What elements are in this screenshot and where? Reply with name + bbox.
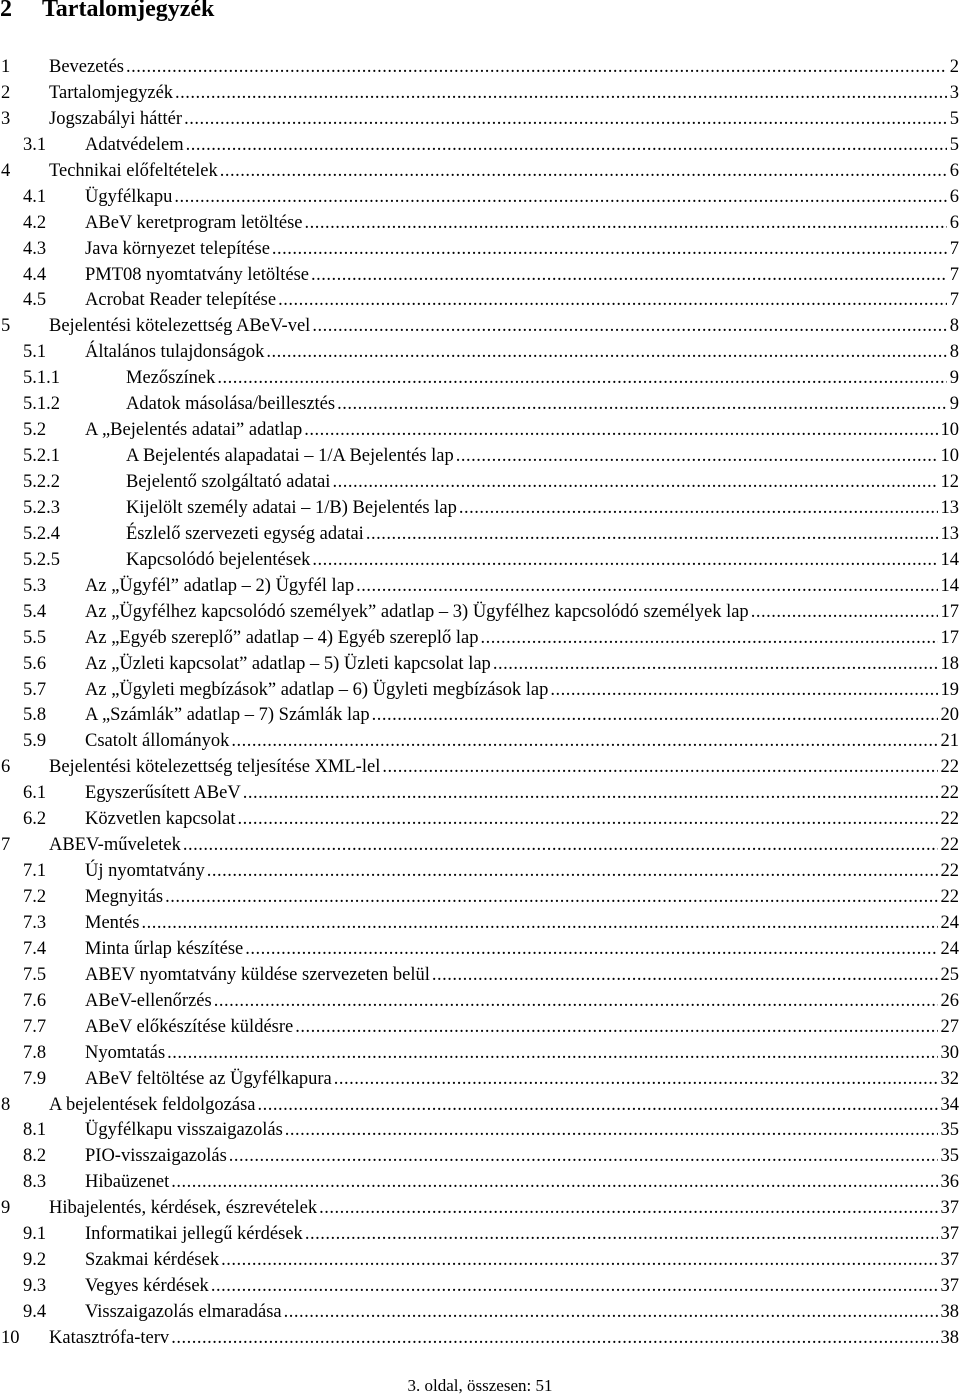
toc-entry-title[interactable]: Bejelentési kötelezettség ABeV-vel xyxy=(49,316,311,337)
toc-entry-title[interactable]: PIO-visszaigazolás xyxy=(85,1146,227,1167)
toc-entry-number: 7.2 xyxy=(23,887,47,907)
toc-entry[interactable] xyxy=(0,652,960,678)
toc-entry-title[interactable]: Új nyomtatvány xyxy=(85,861,205,882)
toc-entry-number: 4.3 xyxy=(23,238,47,259)
dot-leader xyxy=(126,55,947,81)
toc-entry-title[interactable]: Megnyitás xyxy=(85,887,164,907)
toc-entry[interactable] xyxy=(0,703,960,729)
page-footer: 3. oldal, összesen: 51 xyxy=(407,1376,553,1395)
toc-entry-number: 7.5 xyxy=(23,964,47,985)
toc-entry-number: 5.6 xyxy=(23,653,47,674)
toc-entry[interactable] xyxy=(0,392,960,418)
dot-leader xyxy=(258,1093,938,1119)
toc-entry-title[interactable]: Informatikai jellegű kérdések xyxy=(85,1224,303,1245)
toc-entry-number: 5.2 xyxy=(23,420,47,441)
toc-entry[interactable] xyxy=(0,185,960,211)
toc-entry-number: 9 xyxy=(1,1198,11,1219)
toc-entry-page[interactable]: 6 xyxy=(949,212,959,233)
toc-entry-page[interactable]: 7 xyxy=(949,238,959,259)
toc-entry-number: 8.1 xyxy=(23,1120,47,1141)
dot-leader xyxy=(285,1118,938,1144)
toc-entry-number: 7.4 xyxy=(23,938,47,959)
toc-entry[interactable] xyxy=(0,133,960,159)
toc-entry-page[interactable]: 35 xyxy=(940,1146,959,1167)
toc-entry-page[interactable]: 5 xyxy=(949,108,959,129)
toc-entry[interactable] xyxy=(0,522,960,548)
toc-entry-number: 9.3 xyxy=(23,1276,47,1297)
toc-entry-number: 5.9 xyxy=(23,731,47,752)
toc-entry[interactable] xyxy=(0,444,960,470)
toc-entry-number: 8 xyxy=(1,1094,11,1115)
toc-entry-title[interactable]: Egyszerűsített ABeV xyxy=(85,783,241,804)
toc-entry-number: 5.2.3 xyxy=(23,497,60,518)
toc-entry-page[interactable]: 35 xyxy=(940,1120,959,1141)
toc-entry-page[interactable]: 37 xyxy=(940,1250,959,1271)
toc-entry-page[interactable]: 8 xyxy=(949,342,959,363)
toc-entry-title[interactable]: Minta űrlap készítése xyxy=(85,938,244,959)
toc-entry-title[interactable]: Általános tulajdonságok xyxy=(85,342,265,363)
dot-leader xyxy=(211,1274,938,1300)
toc-entry-page[interactable]: 5 xyxy=(949,134,959,155)
toc-entry[interactable] xyxy=(0,107,960,133)
toc-entry-title[interactable]: Ügyfélkapu visszaigazolás xyxy=(85,1120,283,1141)
dot-leader xyxy=(382,755,937,781)
toc-entry[interactable] xyxy=(0,833,960,859)
toc-entry[interactable] xyxy=(0,548,960,574)
dot-leader xyxy=(312,314,946,340)
toc-entry-number: 3.1 xyxy=(23,134,47,155)
toc-entry-number: 5.2.5 xyxy=(23,549,60,570)
toc-entry-title[interactable]: Az „Ügyfél” adatlap – 2) Ügyfél lap xyxy=(85,575,355,596)
toc-entry[interactable] xyxy=(0,729,960,755)
toc-entry-page[interactable]: 22 xyxy=(940,757,959,778)
toc-entry-title[interactable]: Java környezet telepítése xyxy=(85,238,270,259)
toc-entry-page[interactable]: 3 xyxy=(949,82,959,103)
toc-entry-title[interactable]: Közvetlen kapcsolat xyxy=(85,809,236,830)
dot-leader xyxy=(334,1067,938,1093)
toc-entry[interactable] xyxy=(0,1326,960,1352)
dot-leader xyxy=(311,263,947,289)
dot-leader xyxy=(220,159,947,185)
dot-leader xyxy=(366,522,938,548)
toc-entry[interactable] xyxy=(0,1118,960,1144)
toc-entry-title[interactable]: Jogszabályi háttér xyxy=(49,108,183,129)
toc-entry-number: 6 xyxy=(1,757,11,778)
toc-entry-page[interactable]: 2 xyxy=(949,57,959,77)
toc-entry-page[interactable]: 6 xyxy=(949,160,959,181)
toc-entry[interactable] xyxy=(0,626,960,652)
dot-leader xyxy=(372,703,938,729)
toc-entry-page[interactable]: 36 xyxy=(940,1172,959,1193)
toc-entry-page[interactable]: 19 xyxy=(940,679,959,700)
toc-entry-number: 7 xyxy=(1,835,11,856)
toc-entry-title[interactable]: Hibajelentés, kérdések, észrevételek xyxy=(49,1198,318,1219)
toc-entry-page[interactable]: 10 xyxy=(940,420,959,441)
toc-entry-title[interactable]: Technikai előfeltételek xyxy=(49,160,218,181)
toc-entry-page[interactable]: 13 xyxy=(940,497,959,518)
toc-entry-number: 5.5 xyxy=(23,627,47,648)
toc-entry-number: 9.4 xyxy=(23,1302,47,1322)
toc-entry[interactable] xyxy=(0,1144,960,1170)
toc-entry-number: 8.3 xyxy=(23,1172,47,1193)
dot-leader xyxy=(167,1041,937,1067)
toc-entry-title[interactable]: ABeV keretprogram letöltése xyxy=(85,212,303,233)
toc-entry-number: 1 xyxy=(1,57,11,77)
toc-entry[interactable] xyxy=(0,1274,960,1300)
toc-entry-title[interactable]: Mentés xyxy=(85,912,140,933)
toc-entry-title[interactable]: Az „Üzleti kapcsolat” adatlap – 5) Üzleti kapcsolat lap xyxy=(85,653,491,674)
toc-entry-page[interactable]: 7 xyxy=(949,264,959,285)
toc-entry[interactable] xyxy=(0,1093,960,1119)
toc-entry-number: 7.9 xyxy=(23,1068,47,1089)
toc-entry-title[interactable]: Vegyes kérdések xyxy=(85,1276,209,1297)
dot-leader xyxy=(184,107,947,133)
toc-entry-title[interactable]: Észlelő szervezeti egység adatai xyxy=(126,523,364,544)
dot-leader xyxy=(456,444,938,470)
toc-entry-page[interactable]: 38 xyxy=(940,1327,959,1348)
toc-entry-page[interactable]: 10 xyxy=(940,446,959,467)
dot-leader xyxy=(284,1300,938,1326)
toc-entry[interactable] xyxy=(0,1041,960,1067)
toc-entry-number: 7.7 xyxy=(23,1016,47,1037)
heading-title: Tartalomjegyzék xyxy=(42,0,215,22)
toc-entry-title[interactable]: Bejelentési kötelezettség teljesítése XML-lel xyxy=(49,757,381,778)
toc-entry-number: 2 xyxy=(1,82,11,103)
dot-leader xyxy=(207,859,938,885)
toc-entry-title[interactable]: ABeV feltöltése az Ügyfélkapura xyxy=(85,1068,332,1089)
toc-entry-number: 7.3 xyxy=(23,912,47,933)
toc-entry-number: 4 xyxy=(1,160,11,181)
dot-leader xyxy=(319,1196,937,1222)
toc-entry[interactable] xyxy=(0,81,960,107)
dot-leader xyxy=(304,211,946,237)
toc-entry-page[interactable]: 22 xyxy=(940,835,959,856)
toc-entry-number: 4.5 xyxy=(23,290,47,311)
toc-entry[interactable] xyxy=(0,859,960,885)
toc-entry-page[interactable]: 38 xyxy=(940,1302,959,1322)
toc-entry-title[interactable]: Mezőszínek xyxy=(126,368,216,389)
toc-entry-title[interactable]: Kijelölt személy adatai – 1/B) Bejelentés lap xyxy=(126,497,457,518)
toc-entry-page[interactable]: 32 xyxy=(940,1068,959,1089)
toc-entry[interactable] xyxy=(0,55,960,81)
toc-entry[interactable] xyxy=(0,937,960,963)
table-of-contents xyxy=(0,55,960,1352)
toc-entry-number: 5.3 xyxy=(23,575,47,596)
toc-entry-title[interactable]: Tartalomjegyzék xyxy=(49,82,174,103)
toc-entry-number: 5.4 xyxy=(23,601,47,622)
toc-entry-number: 7.6 xyxy=(23,990,47,1011)
toc-entry-page[interactable]: 24 xyxy=(940,938,959,959)
toc-entry-page[interactable]: 25 xyxy=(940,964,959,985)
heading-number: 2 xyxy=(0,0,12,22)
toc-entry-number: 9.2 xyxy=(23,1250,47,1271)
toc-entry-title[interactable]: Bevezetés xyxy=(49,57,124,77)
toc-entry-page[interactable]: 30 xyxy=(940,1042,959,1063)
toc-entry-page[interactable]: 26 xyxy=(940,990,959,1011)
toc-entry[interactable] xyxy=(0,366,960,392)
toc-entry-title[interactable]: Adatvédelem xyxy=(85,134,184,155)
toc-entry-title[interactable]: Bejelentő szolgáltató adatai xyxy=(126,472,331,492)
toc-entry-page[interactable]: 22 xyxy=(940,887,959,907)
dot-leader xyxy=(231,729,937,755)
dot-leader xyxy=(432,963,938,989)
toc-entry-title[interactable]: Csatolt állományok xyxy=(85,731,230,752)
toc-entry-number: 5.2.4 xyxy=(23,523,60,544)
dot-leader xyxy=(243,781,938,807)
toc-entry[interactable] xyxy=(0,470,960,496)
dot-leader xyxy=(493,652,938,678)
toc-entry[interactable] xyxy=(0,807,960,833)
toc-entry[interactable] xyxy=(0,1196,960,1222)
dot-leader xyxy=(266,340,946,366)
toc-entry-page[interactable]: 12 xyxy=(940,472,959,492)
toc-entry-title[interactable]: ABeV-ellenőrzés xyxy=(85,990,212,1011)
dot-leader xyxy=(165,885,937,911)
toc-entry-number: 5.2.1 xyxy=(23,446,60,467)
toc-entry[interactable] xyxy=(0,263,960,289)
dot-leader xyxy=(221,1248,937,1274)
toc-entry-number: 5.1.2 xyxy=(23,394,60,415)
dot-leader xyxy=(238,807,938,833)
toc-entry-title[interactable]: A Bejelentés alapadatai – 1/A Bejelentés lap xyxy=(126,446,454,467)
dot-leader xyxy=(751,600,938,626)
dot-leader xyxy=(304,418,937,444)
toc-entry-page[interactable]: 9 xyxy=(949,394,959,415)
toc-entry[interactable] xyxy=(0,211,960,237)
toc-entry-title[interactable]: ABEV nyomtatvány küldése szervezeten belül xyxy=(85,964,430,985)
toc-entry-number: 5.8 xyxy=(23,705,47,726)
toc-entry[interactable] xyxy=(0,600,960,626)
toc-entry-number: 6.1 xyxy=(23,783,47,804)
toc-entry-page[interactable]: 24 xyxy=(940,912,959,933)
toc-entry-page[interactable]: 37 xyxy=(940,1276,959,1297)
toc-entry-title[interactable]: ABeV előkészítése küldésre xyxy=(85,1016,294,1037)
dot-leader xyxy=(245,937,937,963)
toc-entry[interactable] xyxy=(0,288,960,314)
toc-entry-number: 4.2 xyxy=(23,212,47,233)
toc-entry-title[interactable]: Kapcsolódó bejelentések xyxy=(126,549,311,570)
toc-entry-number: 4.4 xyxy=(23,264,47,285)
toc-entry[interactable] xyxy=(0,418,960,444)
toc-entry-title[interactable]: Adatok másolása/beillesztés xyxy=(126,394,336,415)
toc-entry-title[interactable]: Acrobat Reader telepítése xyxy=(85,290,277,311)
toc-entry[interactable] xyxy=(0,989,960,1015)
toc-entry-page[interactable]: 8 xyxy=(949,316,959,337)
toc-entry[interactable] xyxy=(0,159,960,185)
dot-leader xyxy=(174,185,946,211)
dot-leader xyxy=(332,470,937,496)
toc-entry[interactable] xyxy=(0,237,960,263)
toc-entry[interactable] xyxy=(0,1300,960,1326)
toc-entry-number: 4.1 xyxy=(23,186,47,207)
toc-entry[interactable] xyxy=(0,1015,960,1041)
toc-entry-title[interactable]: A „Számlák” adatlap – 7) Számlák lap xyxy=(85,705,370,726)
dot-leader xyxy=(217,366,946,392)
toc-entry-title[interactable]: A bejelentések feldolgozása xyxy=(49,1094,256,1115)
toc-entry-page[interactable]: 22 xyxy=(940,809,959,830)
toc-entry-number: 10 xyxy=(1,1327,20,1348)
dot-leader xyxy=(272,237,947,263)
toc-entry-number: 8.2 xyxy=(23,1146,47,1167)
dot-leader xyxy=(141,911,937,937)
toc-entry-number: 5.7 xyxy=(23,679,47,700)
toc-entry-page[interactable]: 34 xyxy=(940,1094,959,1115)
toc-entry-title[interactable]: Az „Ügyleti megbízások” adatlap – 6) Ügyleti megbízások lap xyxy=(85,679,549,700)
dot-leader xyxy=(278,288,947,314)
dot-leader xyxy=(171,1170,937,1196)
toc-entry-page[interactable]: 17 xyxy=(940,601,959,622)
toc-entry-number: 7.1 xyxy=(23,861,47,882)
dot-leader xyxy=(305,1222,938,1248)
toc-entry-number: 5.1 xyxy=(23,342,47,363)
toc-entry[interactable] xyxy=(0,496,960,522)
toc-entry-page[interactable]: 21 xyxy=(940,731,959,752)
toc-entry-page[interactable]: 14 xyxy=(940,549,959,570)
toc-entry-page[interactable]: 9 xyxy=(949,368,959,389)
toc-entry[interactable] xyxy=(0,340,960,366)
toc-entry-title[interactable]: Szakmai kérdések xyxy=(85,1250,220,1271)
toc-entry-page[interactable]: 17 xyxy=(940,627,959,648)
toc-entry-page[interactable]: 27 xyxy=(940,1016,959,1037)
dot-leader xyxy=(171,1326,937,1352)
toc-entry-page[interactable]: 6 xyxy=(949,186,959,207)
dot-leader xyxy=(550,678,937,704)
toc-entry-number: 9.1 xyxy=(23,1224,47,1245)
toc-entry-title[interactable]: PMT08 nyomtatvány letöltése xyxy=(85,264,310,285)
toc-entry-page[interactable]: 13 xyxy=(940,523,959,544)
toc-entry[interactable] xyxy=(0,781,960,807)
toc-entry-number: 7.8 xyxy=(23,1042,47,1063)
toc-entry[interactable] xyxy=(0,911,960,937)
toc-entry-page[interactable]: 14 xyxy=(940,575,959,596)
toc-entry[interactable] xyxy=(0,1067,960,1093)
dot-leader xyxy=(214,989,938,1015)
toc-entry[interactable] xyxy=(0,1248,960,1274)
dot-leader xyxy=(459,496,938,522)
toc-entry-number: 3 xyxy=(1,108,11,129)
page-heading xyxy=(0,0,214,23)
toc-entry-page[interactable]: 20 xyxy=(940,705,959,726)
toc-entry-number: 5.1.1 xyxy=(23,368,60,389)
toc-entry-page[interactable]: 37 xyxy=(940,1198,959,1219)
toc-entry-page[interactable]: 18 xyxy=(940,653,959,674)
toc-entry-title[interactable]: Katasztrófa-terv xyxy=(49,1327,170,1348)
toc-entry-title[interactable]: Ügyfélkapu xyxy=(85,186,173,207)
toc-entry-page[interactable]: 22 xyxy=(940,861,959,882)
dot-leader xyxy=(312,548,937,574)
toc-entry[interactable] xyxy=(0,1222,960,1248)
toc-entry-page[interactable]: 7 xyxy=(949,290,959,311)
dot-leader xyxy=(186,133,947,159)
toc-entry-number: 5.2.2 xyxy=(23,472,60,492)
toc-entry-page[interactable]: 22 xyxy=(940,783,959,804)
toc-entry[interactable] xyxy=(0,885,960,911)
dot-leader xyxy=(183,833,938,859)
toc-entry-title[interactable]: Az „Egyéb szereplő” adatlap – 4) Egyéb szereplő lap xyxy=(85,627,479,648)
toc-entry[interactable] xyxy=(0,574,960,600)
toc-entry[interactable] xyxy=(0,963,960,989)
toc-entry-title[interactable]: Nyomtatás xyxy=(85,1042,166,1063)
dot-leader xyxy=(356,574,937,600)
toc-entry-title[interactable]: A „Bejelentés adatai” adatlap xyxy=(85,420,303,441)
dot-leader xyxy=(480,626,937,652)
dot-leader xyxy=(337,392,947,418)
toc-entry[interactable] xyxy=(0,755,960,781)
toc-entry[interactable] xyxy=(0,1170,960,1196)
toc-entry-number: 6.2 xyxy=(23,809,47,830)
toc-entry-title[interactable]: ABEV-műveletek xyxy=(49,835,181,856)
toc-entry-title[interactable]: Hibaüzenet xyxy=(85,1172,170,1193)
toc-entry-page[interactable]: 37 xyxy=(940,1224,959,1245)
dot-leader xyxy=(175,81,947,107)
toc-entry[interactable] xyxy=(0,678,960,704)
dot-leader xyxy=(295,1015,937,1041)
toc-entry[interactable] xyxy=(0,314,960,340)
dot-leader xyxy=(229,1144,938,1170)
toc-entry-number: 5 xyxy=(1,316,11,337)
toc-entry-title[interactable]: Az „Ügyfélhez kapcsolódó személyek” adatlap – 3) Ügyfélhez kapcsolódó személyek lap xyxy=(85,601,749,622)
toc-entry-title[interactable]: Visszaigazolás elmaradása xyxy=(85,1302,282,1322)
